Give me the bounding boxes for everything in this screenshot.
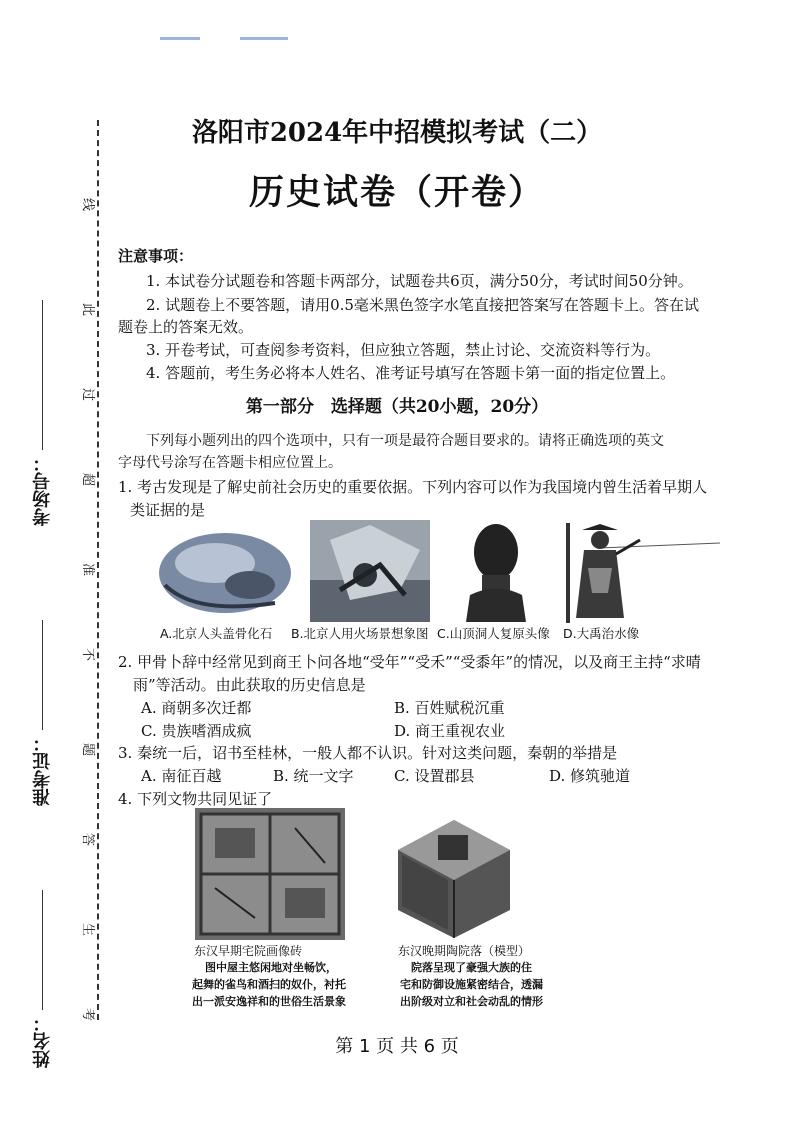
seal-char: 答 (80, 832, 96, 847)
courtyard-brick-relief-image (195, 808, 345, 940)
q3-option-c: C. 设置郡县 (394, 767, 475, 785)
scan-mark (160, 36, 288, 42)
notice-heading: 注意事项： (118, 247, 194, 265)
q4-left-caption-text: 出一派安逸祥和的世俗生活景象 (192, 995, 346, 1008)
upper-cave-man-bust-image (460, 520, 532, 622)
notice-item: 题卷上的答案无效。 (118, 318, 254, 336)
q4-right-caption-text: 院落呈现了豪强大族的住 (411, 961, 532, 974)
q3-option-b: B. 统一文字 (273, 767, 354, 785)
question-3-stem: 3. 秦统一后，诏书至桂林，一般人都不认识。针对这类问题，秦朝的举措是 (118, 744, 618, 762)
question-4-stem: 4. 下列文物共同见证了 (118, 790, 273, 808)
q1-caption-b: B.北京人用火场景想象图 (291, 626, 429, 641)
q4-left-caption-title: 东汉早期宅院画像砖 (194, 944, 303, 958)
q2-option-d: D. 商王重视农业 (394, 722, 506, 740)
admission-number-field: 准考证： (30, 620, 56, 806)
exam-room-field: 考场号： (30, 300, 56, 526)
notice-item: 2. 试题卷上不要答题，请用0.5毫米黑色签字水笔直接把答案写在答题卡上。答在试 (146, 296, 699, 314)
q1-caption-c: C.山顶洞人复原头像 (437, 626, 550, 641)
pottery-courtyard-model-image (388, 810, 520, 942)
seal-char: 过 (80, 387, 96, 402)
q3-option-a: A. 南征百越 (141, 767, 222, 785)
section-instruction: 字母代号涂写在答题卡相应位置上。 (118, 455, 342, 471)
section-instruction: 下列每小题列出的四个选项中，只有一项是最符合题目要求的。请将正确选项的英文 (146, 433, 664, 449)
q2-option-c: C. 贵族嗜酒成疯 (141, 722, 252, 740)
name-field: 姓名： (30, 890, 56, 1068)
q3-option-d: D. 修筑驰道 (549, 767, 631, 785)
seal-char: 此 (80, 302, 96, 317)
q2-option-a: A. 商朝多次迁都 (141, 699, 252, 717)
section-title: 第一部分 选择题（共20小题，20分） (245, 397, 549, 417)
page-number: 第 1 页 共 6 页 (335, 1036, 459, 1057)
q4-right-caption-text: 出阶级对立和社会动乱的情形 (400, 995, 543, 1008)
seal-char: 超 (80, 472, 96, 487)
question-1-stem: 1. 考古发现是了解史前社会历史的重要依据。下列内容可以作为我国境内曾生活着早期人 (118, 478, 708, 496)
notice-item: 4. 答题前，考生务必将本人姓名、准考证号填写在答题卡第一面的指定位置上。 (146, 364, 676, 382)
seal-char: 准 (80, 562, 96, 577)
question-1-stem: 类证据的是 (130, 501, 206, 519)
notice-item: 3. 开卷考试，可查阅参考资料，但应独立答题，禁止讨论、交流资料等行为。 (146, 341, 661, 359)
q4-right-caption-title: 东汉晚期陶院落（模型） (398, 944, 531, 958)
seal-char: 生 (80, 922, 96, 937)
seal-char: 考 (80, 1007, 96, 1022)
seal-char: 不 (80, 647, 96, 662)
da-yu-statue-image (560, 518, 720, 624)
fire-scene-image (310, 520, 430, 622)
skull-fossil-image (155, 525, 295, 620)
seal-char: 题 (80, 742, 96, 757)
paper-subtitle: 历史试卷（开卷） (248, 173, 545, 213)
seal-char: 线 (80, 197, 96, 212)
exam-title: 洛阳市2024年中招模拟考试（二） (191, 118, 603, 148)
q1-caption-d: D.大禹治水像 (563, 626, 640, 641)
question-2-stem: 雨”等活动。由此获取的历史信息是 (133, 676, 366, 694)
notice-item: 1. 本试卷分试题卷和答题卡两部分，试题卷共6页，满分50分，考试时间50分钟。 (146, 272, 693, 290)
q1-caption-a: A.北京人头盖骨化石 (160, 626, 273, 641)
q2-option-b: B. 百姓赋税沉重 (394, 699, 505, 717)
q4-right-caption-text: 宅和防御设施紧密结合，透漏 (400, 978, 543, 991)
question-2-stem: 2. 甲骨卜辞中经常见到商王卜问各地“受年”“受禾”“受黍年”的情况，以及商王主持“求晴 (118, 653, 701, 671)
q4-left-caption-text: 起舞的雀鸟和酒扫的奴仆，衬托 (192, 978, 346, 991)
q4-left-caption-text: 图中屋主悠闲地对坐畅饮， (205, 961, 337, 974)
